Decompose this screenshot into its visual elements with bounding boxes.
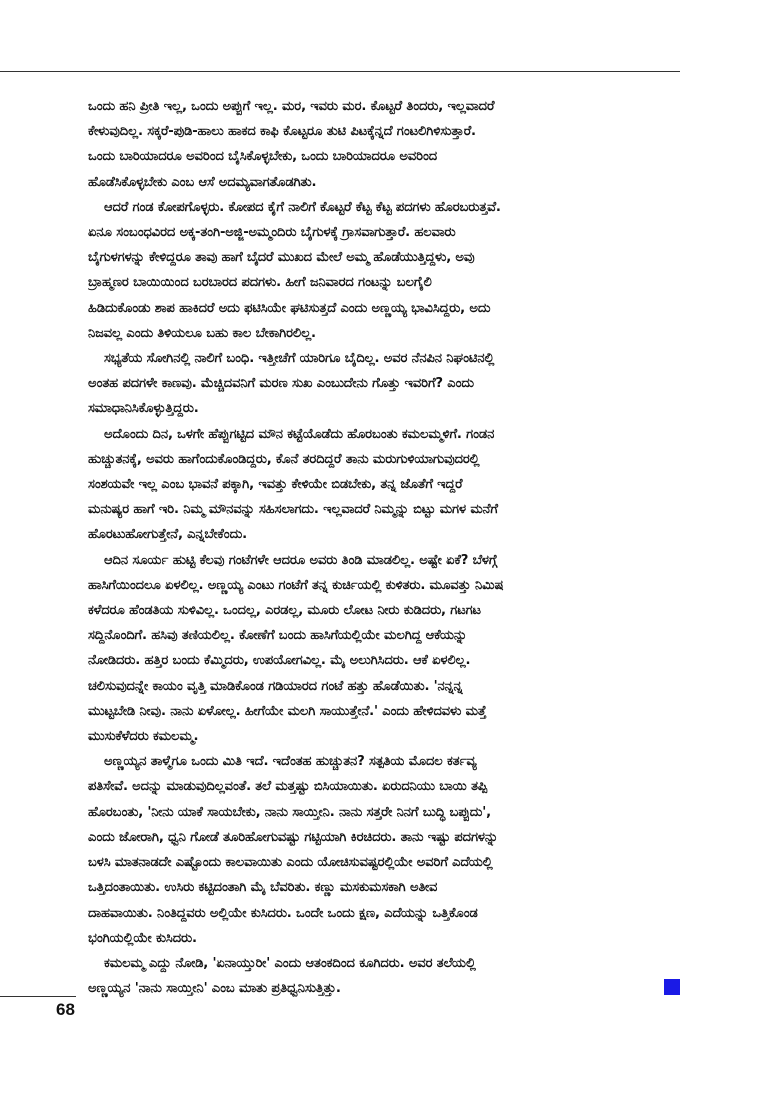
text-line: ಹುಚ್ಚುತನಕ್ಕೆ, ಅವರು ಹಾಗೆಂದುಕೊಂಡಿದ್ದರು, ಕೊನೆ ತರದಿದ್ದರೆ ತಾನು ಮರುಗುಳಿಯಾಗುವುದರಲ್ಲಿ bbox=[88, 451, 480, 467]
paragraph bbox=[88, 195, 684, 346]
text-line: ಹೊರಬಂತು, 'ನೀನು ಯಾಕೆ ಸಾಯಬೇಕು, ನಾನು ಸಾಯ್ತೀನಿ. ನಾನು ಸತ್ತರೇ ನಿನಗೆ ಬುದ್ಧಿ ಬಪ್ಪುದು', bbox=[88, 804, 491, 820]
text-line: ಸದ್ದಿನೊಂದಿಗೆ. ಹಸಿವು ತಣಿಯಲಿಲ್ಲ. ಕೋಣೆಗೆ ಬಂದು ಹಾಸಿಗೆಯಲ್ಲಿಯೇ ಮಲಗಿದ್ದ ಆಕೆಯನ್ನು bbox=[88, 628, 468, 644]
text-line: ಅಂತಹ ಪದಗಳೇ ಕಾಣವು. ಮೆಚ್ಚಿದವನಿಗೆ ಮರಣ ಸುಖ ಎಂಬುದೇನು ಗೊತ್ತು ಇವರಿಗೆ? ಎಂದು bbox=[88, 376, 474, 392]
paragraph bbox=[88, 422, 684, 548]
text-line: ಸಮಾಧಾನಿಸಿಕೊಳ್ಳುತ್ತಿದ್ದರು. bbox=[88, 401, 199, 417]
text-line: ಅಣ್ಣಯ್ಯನ ತಾಳ್ಮೆಗೂ ಒಂದು ಮಿತಿ ಇದೆ. ಇದೆಂತಹ ಹುಚ್ಚುತನ? ಸತ್ಪತಿಯ ಮೊದಲ ಕರ್ತವ್ಯ bbox=[104, 754, 477, 770]
text-line: ಬೈಗುಳಗಳನ್ನು ಕೇಳಿದ್ದರೂ ತಾವು ಹಾಗೆ ಬೈದರೆ ಮುಖದ ಮೇಲೆ ಅಮ್ಮ ಹೊಡೆಯುತ್ತಿದ್ದಳು, ಅವು bbox=[88, 250, 475, 266]
paragraph bbox=[88, 749, 684, 951]
text-line: ನಿಜವಲ್ಲ ಎಂದು ತಿಳಿಯಲೂ ಬಹು ಕಾಲ ಬೇಕಾಗಿರಲಿಲ್ಲ. bbox=[88, 325, 316, 341]
text-line: ಬ್ರಾಹ್ಮಣರ ಬಾಯಿಯಿಂದ ಬರಬಾರದ ಪದಗಳು. ಹೀಗೆ ಜನಿವಾರದ ಗಂಟನ್ನು ಬಲಗೈಲಿ bbox=[88, 275, 432, 291]
header-rule bbox=[0, 71, 680, 72]
page-number: 68 bbox=[56, 1000, 75, 1019]
paragraph bbox=[88, 548, 684, 750]
text-line: ದಾಹವಾಯಿತು. ನಿಂತಿದ್ದವರು ಅಲ್ಲಿಯೇ ಕುಸಿದರು. ಒಂದೇ ಒಂದು ಕ್ಷಣ, ಎದೆಯನ್ನು ಒತ್ತಿಕೊಂಡ bbox=[88, 905, 478, 921]
text-line: ಸಭ್ಯತೆಯ ಸೋಗಿನಲ್ಲಿ ನಾಲಿಗೆ ಬಂಧಿ. ಇತ್ತೀಚೆಗೆ ಯಾರಿಗೂ ಬೈದಿಲ್ಲ. ಅವರ ನೆನಪಿನ ನಿಘಂಟಿನಲ್ಲಿ bbox=[104, 351, 495, 367]
text-line: ಒಂದು ಬಾರಿಯಾದರೂ ಅವರಿಂದ ಬೈಸಿಕೊಳ್ಳಬೇಕು, ಒಂದು ಬಾರಿಯಾದರೂ ಅವರಿಂದ bbox=[88, 149, 438, 165]
text-line: ನೋಡಿದರು. ಹತ್ತಿರ ಬಂದು ಕೆಮ್ಮಿದರು, ಉಪಯೋಗವಿಲ್ಲ. ಮೈ ಅಲುಗಿಸಿದರು. ಆಕೆ ಏಳಲಿಲ್ಲ. bbox=[88, 653, 471, 669]
text-line: ಕಳೆದರೂ ಹೆಂಡತಿಯ ಸುಳಿವಿಲ್ಲ. ಒಂದಲ್ಲ, ಎರಡಲ್ಲ, ಮೂರು ಲೋಟ ನೀರು ಕುಡಿದರು, ಗಟಗಟ bbox=[88, 603, 481, 619]
text-line: ಸಂಶಯವೇ ಇಲ್ಲ ಎಂಬ ಭಾವನೆ ಪಕ್ಕಾಗಿ, ಇವತ್ತು ಕೇಳಿಯೇ ಬಿಡಬೇಕು, ತನ್ನ ಜೊತೆಗೆ ಇದ್ದರೆ bbox=[88, 477, 463, 493]
text-line: ಒತ್ತಿದಂತಾಯಿತು. ಉಸಿರು ಕಟ್ಟಿದಂತಾಗಿ ಮೈ ಬೆವರಿತು. ಕಣ್ಣು ಮಸಕುಮಸಕಾಗಿ ಅತೀವ bbox=[88, 880, 438, 896]
text-line: ಹಾಸಿಗೆಯಿಂದಲೂ ಏಳಲಿಲ್ಲ. ಅಣ್ಣಯ್ಯ ಎಂಟು ಗಂಟೆಗೆ ತನ್ನ ಕುರ್ಚಿಯಲ್ಲಿ ಕುಳಿತರು. ಮೂವತ್ತು ನಿಮಿಷ bbox=[88, 577, 504, 593]
story-text bbox=[88, 94, 684, 1001]
text-line: ಭಂಗಿಯಲ್ಲಿಯೇ ಕುಸಿದರು. bbox=[88, 930, 197, 946]
text-line: ಹೊಡೆಸಿಕೊಳ್ಳಬೇಕು ಎಂಬ ಆಸೆ ಅದಮ್ಯವಾಗತೊಡಗಿತು. bbox=[88, 174, 317, 190]
text-line: ಮನುಷ್ಯರ ಹಾಗೆ ಇರಿ. ನಿಮ್ಮ ಮೌನವನ್ನು ಸಹಿಸಲಾಗದು. ಇಲ್ಲವಾದರೆ ನಿಮ್ಮನ್ನು ಬಿಟ್ಟು ಮಗಳ ಮನೆಗೆ bbox=[88, 502, 498, 518]
text-line: ಅಣ್ಣಯ್ಯನ 'ನಾನು ಸಾಯ್ತೀನಿ' ಎಂಬ ಮಾತು ಪ್ರತಿಧ್ವನಿಸುತ್ತಿತ್ತು. bbox=[88, 981, 341, 997]
text-line: ಅದೊಂದು ದಿನ, ಒಳಗೇ ಹೆಪ್ಪುಗಟ್ಟಿದ ಮೌನ ಕಟ್ಟೆಯೊಡೆದು ಹೊರಬಂತು ಕಮಲಮ್ಮಳಿಗೆ. ಗಂಡನ bbox=[104, 426, 495, 442]
text-line: ಹಿಡಿದುಕೊಂಡು ಶಾಪ ಹಾಕಿದರೆ ಅದು ಫಟಿಸಿಯೇ ಘಟಿಸುತ್ತದೆ ಎಂದು ಅಣ್ಣಯ್ಯ ಭಾವಿಸಿದ್ದರು, ಅದು bbox=[88, 300, 491, 316]
text-line: ಏನೂ ಸಂಬಂಧವಿರದ ಅಕ್ಕ-ತಂಗಿ-ಅಜ್ಜಿ-ಅಮ್ಮಂದಿರು ಬೈಗುಳಕ್ಕೆ ಗ್ರಾಸವಾಗುತ್ತಾರೆ. ಹಲವಾರು bbox=[88, 225, 456, 241]
paragraph bbox=[88, 346, 684, 422]
end-of-section-marker bbox=[664, 979, 680, 995]
text-line: ಚಲಿಸುವುದನ್ನೇ ಕಾಯಂ ವೃತ್ತಿ ಮಾಡಿಕೊಂಡ ಗಡಿಯಾರದ ಗಂಟೆ ಹತ್ತು ಹೊಡೆಯಿತು. 'ನನ್ನನ್ನ bbox=[88, 678, 463, 694]
footer-rule bbox=[0, 996, 76, 997]
text-line: ಮುಸುಕೆಳೆದರು ಕಮಲಮ್ಮ. bbox=[88, 729, 199, 745]
paragraph bbox=[88, 94, 684, 195]
text-line: ಬಳಸಿ ಮಾತನಾಡದೇ ಎಷ್ಟೊಂದು ಕಾಲವಾಯಿತು ಎಂದು ಯೋಚಿಸುವಷ್ಟರಲ್ಲಿಯೇ ಅವರಿಗೆ ಎದೆಯಲ್ಲಿ bbox=[88, 855, 493, 871]
text-line: ಹೊರಟುಹೋಗುತ್ತೇನೆ, ಎನ್ನಬೇಕೆಂದು. bbox=[88, 527, 247, 543]
text-line: ಕೇಳುವುದಿಲ್ಲ. ಸಕ್ಕರೆ-ಪುಡಿ-ಹಾಲು ಹಾಕದ ಕಾಫಿ ಕೊಟ್ಟರೂ ತುಟಿ ಪಿಟಕ್ಕೆನ್ನದೆ ಗಂಟಲಿಗಿಳಿಸುತ್ತಾರೆ. bbox=[88, 124, 476, 140]
text-line: ಪತಿಸೇವೆ. ಅದನ್ನು ಮಾಡುವುದಿಲ್ಲವಂತೆ. ತಲೆ ಮತ್ತಷ್ಟು ಬಿಸಿಯಾಯಿತು. ಏರುದನಿಯು ಬಾಯಿ ತಪ್ಪಿ bbox=[88, 779, 488, 795]
text-line: ಎಂದು ಜೋರಾಗಿ, ಧ್ವನಿ ಗೋಡೆ ತೂರಿಹೋಗುವಷ್ಟು ಗಟ್ಟಿಯಾಗಿ ಕಿರಚಿದರು. ತಾನು ಇಷ್ಟು ಪದಗಳನ್ನು bbox=[88, 829, 498, 845]
text-line: ಆದರೆ ಗಂಡ ಕೋಪಗೊಳ್ಳರು. ಕೋಪದ ಕೈಗೆ ನಾಲಿಗೆ ಕೊಟ್ಟರೆ ಕೆಟ್ಟ ಕೆಟ್ಟ ಪದಗಳು ಹೊರಬರುತ್ತವೆ. bbox=[104, 199, 501, 215]
text-line: ಒಂದು ಹನಿ ಪ್ರೀತಿ ಇಲ್ಲ, ಒಂದು ಅಪ್ಪುಗೆ ಇಲ್ಲ. ಮರ, ಇವರು ಮರ. ಕೊಟ್ಟರೆ ತಿಂದರು, ಇಲ್ಲವಾದರೆ bbox=[88, 99, 495, 114]
paragraph bbox=[88, 951, 684, 1001]
text-line: ಮುಟ್ಟಬೇಡಿ ನೀವು. ನಾನು ಏಳೋಲ್ಲ. ಹೀಗೆಯೇ ಮಲಗಿ ಸಾಯುತ್ತೇನೆ.' ಎಂದು ಹೇಳಿದವಳು ಮತ್ತೆ bbox=[88, 703, 487, 719]
text-line: ಆದಿನ ಸೂರ್ಯ ಹುಟ್ಟಿ ಕೆಲವು ಗಂಟೆಗಳೇ ಆದರೂ ಅವರು ತಿಂಡಿ ಮಾಡಲಿಲ್ಲ. ಅಷ್ಟೇ ಏಕೆ? ಬೆಳಗ್ಗೆ bbox=[104, 552, 498, 568]
text-line: ಕಮಲಮ್ಮ ಎದ್ದು ನೋಡಿ, 'ಏನಾಯ್ತುರೀ' ಎಂದು ಆತಂಕದಿಂದ ಕೂಗಿದರು. ಅವರ ತಲೆಯಲ್ಲಿ bbox=[104, 955, 476, 971]
